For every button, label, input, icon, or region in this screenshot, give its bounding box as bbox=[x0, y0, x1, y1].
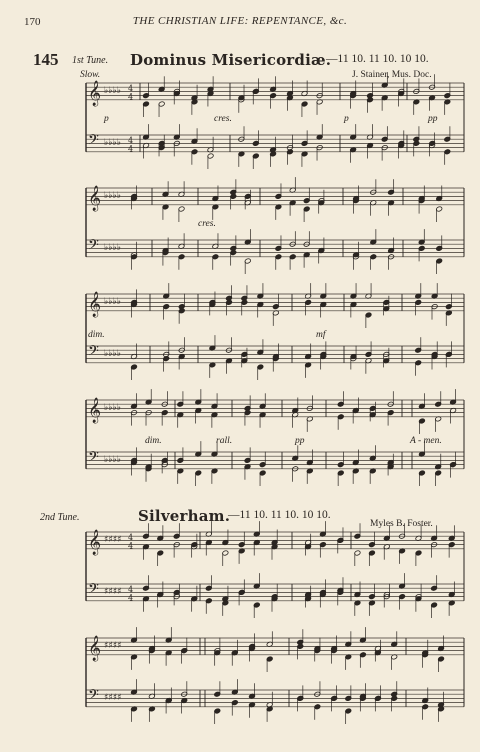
bass-clef: 𝄢 bbox=[88, 132, 99, 152]
key-signature: ♭♭♭♭ bbox=[104, 86, 121, 96]
bass-clef: 𝄢 bbox=[88, 449, 99, 469]
key-signature: ♭♭♭♭ bbox=[104, 138, 121, 148]
treble-clef: 𝄞 bbox=[88, 81, 102, 106]
treble-clef: 𝄞 bbox=[88, 636, 102, 661]
dynamic-mark: pp bbox=[428, 114, 438, 124]
second-tune-meter: —11 10. 11 10. 10 10. bbox=[228, 509, 331, 521]
hymn-number: 145 bbox=[33, 50, 59, 69]
treble-clef: 𝄞 bbox=[88, 398, 102, 423]
amen-text: A - men. bbox=[410, 436, 442, 446]
first-tune-meter: —11 10. 11 10. 10 10. bbox=[326, 53, 429, 65]
key-signature: ♭♭♭♭ bbox=[104, 455, 121, 465]
treble-clef: 𝄞 bbox=[88, 530, 102, 555]
running-head: THE CHRISTIAN LIFE: REPENTANCE, &c. bbox=[132, 15, 348, 27]
key-signature: ♯♯♯♯ bbox=[104, 535, 122, 545]
time-signature: 4 bbox=[128, 84, 134, 93]
bass-clef: 𝄢 bbox=[88, 237, 99, 257]
treble-clef: 𝄞 bbox=[88, 292, 102, 317]
dynamic-mark: p bbox=[104, 114, 109, 124]
key-signature: ♯♯♯♯ bbox=[104, 587, 122, 597]
time-signature: 4 bbox=[128, 585, 134, 594]
dynamic-mark: cres. bbox=[198, 219, 216, 229]
key-signature: ♯♯♯♯ bbox=[104, 641, 122, 651]
first-tune-label: 1st Tune. bbox=[72, 55, 109, 66]
key-signature: ♭♭♭♭ bbox=[104, 403, 121, 413]
dynamic-mark: mf bbox=[316, 330, 326, 340]
key-signature: ♭♭♭♭ bbox=[104, 349, 121, 359]
treble-clef: 𝄞 bbox=[88, 186, 102, 211]
dynamic-mark: cres. bbox=[214, 114, 232, 124]
time-signature: 4 bbox=[128, 144, 134, 154]
time-signature: 4 bbox=[128, 541, 134, 551]
second-tune-label: 2nd Tune. bbox=[40, 512, 80, 523]
bass-clef: 𝄢 bbox=[88, 687, 99, 707]
page-number: 170 bbox=[24, 16, 41, 28]
dynamic-mark: rall. bbox=[216, 436, 233, 446]
key-signature: ♯♯♯♯ bbox=[104, 693, 122, 703]
time-signature: 4 bbox=[128, 533, 134, 542]
dynamic-mark: pp bbox=[295, 436, 305, 446]
key-signature: ♭♭♭♭ bbox=[104, 297, 121, 307]
key-signature: ♭♭♭♭ bbox=[104, 191, 121, 201]
dynamic-mark: p bbox=[344, 114, 349, 124]
bass-clef: 𝄢 bbox=[88, 343, 99, 363]
tempo-marking: Slow. bbox=[80, 70, 101, 80]
time-signature: 4 bbox=[128, 593, 134, 603]
time-signature: 4 bbox=[128, 92, 134, 102]
second-tune-composer: Myles B. Foster. bbox=[370, 519, 433, 529]
bass-clef: 𝄢 bbox=[88, 581, 99, 601]
dynamic-mark: dim. bbox=[88, 330, 105, 340]
first-tune-composer: J. Stainer, Mus. Doc. bbox=[352, 70, 432, 80]
second-tune-name: Silverham. bbox=[138, 507, 231, 525]
time-signature: 4 bbox=[128, 136, 134, 145]
first-tune-name: Dominus Misericordiæ. bbox=[130, 51, 332, 69]
dynamic-mark: dim. bbox=[145, 436, 162, 446]
key-signature: ♭♭♭♭ bbox=[104, 243, 121, 253]
